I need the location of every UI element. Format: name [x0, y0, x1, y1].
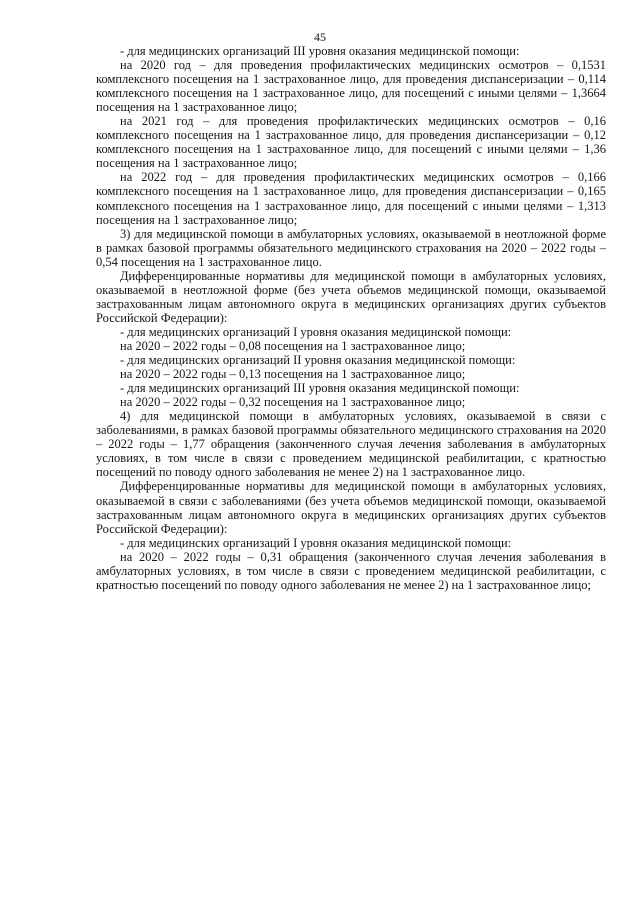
body-paragraph: на 2020 – 2022 годы – 0,31 обращения (законченного случая лечения заболевания в амбулаторных условиях, в том числе в связи с проведением медицинской реабилитации, с кратностью посещений по поводу одного заболевания не менее 2) на 1 застрахованное лицо;	[96, 549, 606, 592]
body-paragraph: Дифференцированные нормативы для медицинской помощи в амбулаторных условиях, оказываемой в неотложной форме (без учета объемов медицинской помощи, оказываемой застрахованным лицам автономного округа в медицинских организациях других субъектов Российской Федерации):	[96, 268, 606, 325]
list-item-paragraph: - для медицинских организаций I уровня оказания медицинской помощи:	[120, 324, 512, 339]
body-paragraph: 3) для медицинской помощи в амбулаторных условиях, оказываемой в неотложной форме в рамках базовой программы обязательного медицинского страхования на 2020 – 2022 годы – 0,54 посещения на 1 застрахованное лицо.	[96, 226, 606, 269]
body-paragraph: Дифференцированные нормативы для медицинской помощи в амбулаторных условиях, оказываемой в связи с заболеваниями (без учета объемов медицинской помощи, оказываемой застрахованным лицам автономного округа в медицинских организациях других субъектов Российской Федерации):	[96, 479, 606, 536]
list-item-paragraph: - для медицинских организаций III уровня оказания медицинской помощи:	[120, 44, 520, 58]
body-paragraph: на 2022 год – для проведения профилактических медицинских осмотров – 0,166 комплексного посещения на 1 застрахованное лицо, для проведения диспансеризации – 0,165 комплексного посещения на 1 застрахованное лицо, для посещений с иными целями – 1,313 посещения на 1 застрахованное лицо;	[96, 170, 606, 227]
body-paragraph: на 2020 – 2022 годы – 0,13 посещения на 1 застрахованное лицо;	[120, 367, 466, 382]
body-paragraph: на 2020 – 2022 годы – 0,32 посещения на 1 застрахованное лицо;	[120, 395, 466, 410]
document-body	[96, 44, 606, 592]
page-number: 45	[314, 30, 326, 44]
list-item-paragraph: - для медицинских организаций III уровня оказания медицинской помощи:	[120, 381, 520, 396]
body-paragraph: 4) для медицинской помощи в амбулаторных условиях, оказываемой в связи с заболеваниями, в рамках базовой программы обязательного медицинского страхования на 2020 – 2022 годы – 1,77 обращения (законченного случая лечения заболевания в амбулаторных условиях, в том числе в связи с проведением медицинской реабилитации, с кратностью посещений по поводу одного заболевания не менее 2) на 1 застрахованное лицо.	[96, 409, 606, 480]
body-paragraph: на 2020 – 2022 годы – 0,08 посещения на 1 застрахованное лицо;	[120, 338, 466, 353]
body-paragraph: на 2021 год – для проведения профилактических медицинских осмотров – 0,16 комплексного посещения на 1 застрахованное лицо, для проведения диспансеризации – 0,12 комплексного посещения на 1 застрахованное лицо, для посещений с иными целями – 1,36 посещения на 1 застрахованное лицо;	[96, 114, 606, 171]
list-item-paragraph: - для медицинских организаций I уровня оказания медицинской помощи:	[120, 535, 512, 550]
body-paragraph: на 2020 год – для проведения профилактических медицинских осмотров – 0,1531 комплексного посещения на 1 застрахованное лицо, для проведения диспансеризации – 0,114 комплексного посещения на 1 застрахованное лицо, для посещений с иными целями – 1,3664 посещения на 1 застрахованное лицо;	[96, 58, 606, 115]
list-item-paragraph: - для медицинских организаций II уровня оказания медицинской помощи:	[120, 353, 516, 368]
